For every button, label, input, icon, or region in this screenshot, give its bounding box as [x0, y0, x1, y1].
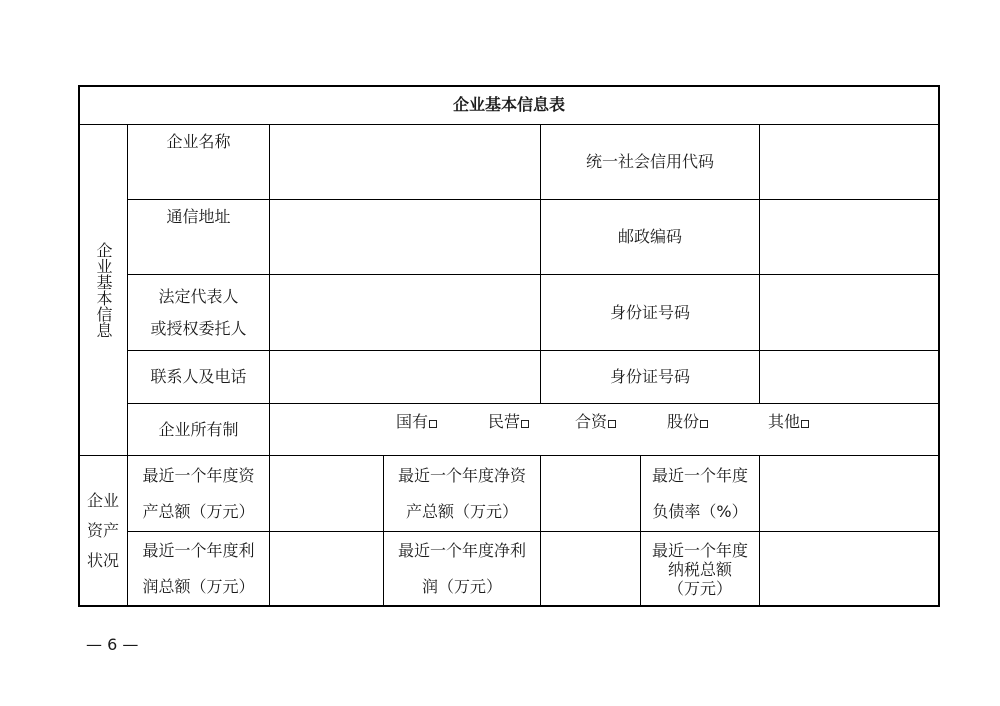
input-net-assets[interactable]	[541, 456, 640, 531]
input-debt-ratio[interactable]	[760, 456, 939, 531]
option-label: 股份	[667, 412, 700, 431]
input-tax-total[interactable]	[760, 532, 939, 606]
input-id-number[interactable]	[760, 275, 939, 350]
net-profit-line1: 最近一个年度净利	[397, 541, 526, 560]
input-net-profit[interactable]	[541, 532, 640, 606]
option-label: 国有	[396, 412, 429, 431]
legal-rep-line2: 或授权委托人	[150, 318, 247, 338]
input-legal-representative[interactable]	[270, 275, 540, 350]
checkbox-icon[interactable]	[429, 420, 437, 428]
input-postal-code[interactable]	[760, 200, 939, 274]
assets-label-line3: 状况	[86, 551, 119, 570]
net-assets-line2: 产总额（万元）	[405, 501, 518, 521]
assets-label-line2: 资产	[86, 521, 119, 540]
legal-rep-line1: 法定代表人	[158, 286, 239, 306]
label-legal-representative	[128, 275, 269, 350]
label-ownership: 企业所有制	[158, 419, 239, 439]
checkbox-icon[interactable]	[700, 420, 708, 428]
debt-ratio-line2: 负债率（%）	[652, 501, 748, 521]
page-number: — 6 —	[86, 635, 139, 654]
ownership-option-state[interactable]	[396, 411, 437, 433]
label-contact-id-number: 身份证号码	[609, 367, 690, 386]
tax-line2: 纳税总额	[667, 559, 732, 579]
input-credit-code[interactable]	[760, 125, 939, 199]
label-net-profit	[384, 532, 540, 606]
input-address[interactable]	[270, 200, 540, 274]
table-title: 企业基本信息表	[452, 95, 565, 114]
tax-line3: （万元）	[667, 578, 732, 598]
tax-line1: 最近一个年度	[651, 540, 748, 560]
input-total-assets[interactable]	[270, 456, 383, 531]
total-profit-line2: 润总额（万元）	[142, 577, 255, 596]
label-credit-code: 统一社会信用代码	[585, 152, 714, 171]
total-profit-line1: 最近一个年度利	[142, 541, 255, 560]
total-assets-line2: 产总额（万元）	[142, 501, 255, 521]
ownership-option-private[interactable]	[488, 411, 529, 433]
label-net-assets	[384, 456, 540, 531]
section-label-assets	[79, 456, 127, 606]
input-contact[interactable]	[270, 351, 540, 403]
label-total-profit	[128, 532, 269, 606]
option-label: 其他	[768, 412, 801, 431]
ownership-option-other[interactable]	[768, 411, 809, 433]
option-label: 民营	[488, 412, 521, 431]
label-total-assets	[128, 456, 269, 531]
total-assets-line1: 最近一个年度资	[142, 465, 255, 485]
input-company-name[interactable]	[270, 125, 540, 199]
input-total-profit[interactable]	[270, 532, 383, 606]
input-contact-id-number[interactable]	[760, 351, 939, 403]
checkbox-icon[interactable]	[521, 420, 529, 428]
label-address: 通信地址	[166, 207, 231, 226]
net-profit-line2: 润（万元）	[421, 577, 502, 596]
checkbox-icon[interactable]	[608, 420, 616, 428]
label-tax-total	[641, 532, 759, 606]
label-id-number: 身份证号码	[609, 302, 690, 322]
ownership-option-shareholding[interactable]	[667, 411, 708, 433]
ownership-option-joint[interactable]	[575, 411, 616, 433]
checkbox-icon[interactable]	[801, 420, 809, 428]
section-label-basic-info	[79, 125, 127, 455]
debt-ratio-line1: 最近一个年度	[651, 465, 748, 485]
assets-label-line1: 企业	[86, 491, 119, 510]
section-label-text: 企业基本信息	[94, 242, 113, 338]
label-postal-code: 邮政编码	[617, 227, 682, 246]
option-label: 合资	[575, 412, 608, 431]
label-company-name: 企业名称	[166, 132, 231, 151]
label-debt-ratio	[641, 456, 759, 531]
net-assets-line1: 最近一个年度净资	[397, 465, 526, 485]
label-contact: 联系人及电话	[150, 367, 247, 386]
